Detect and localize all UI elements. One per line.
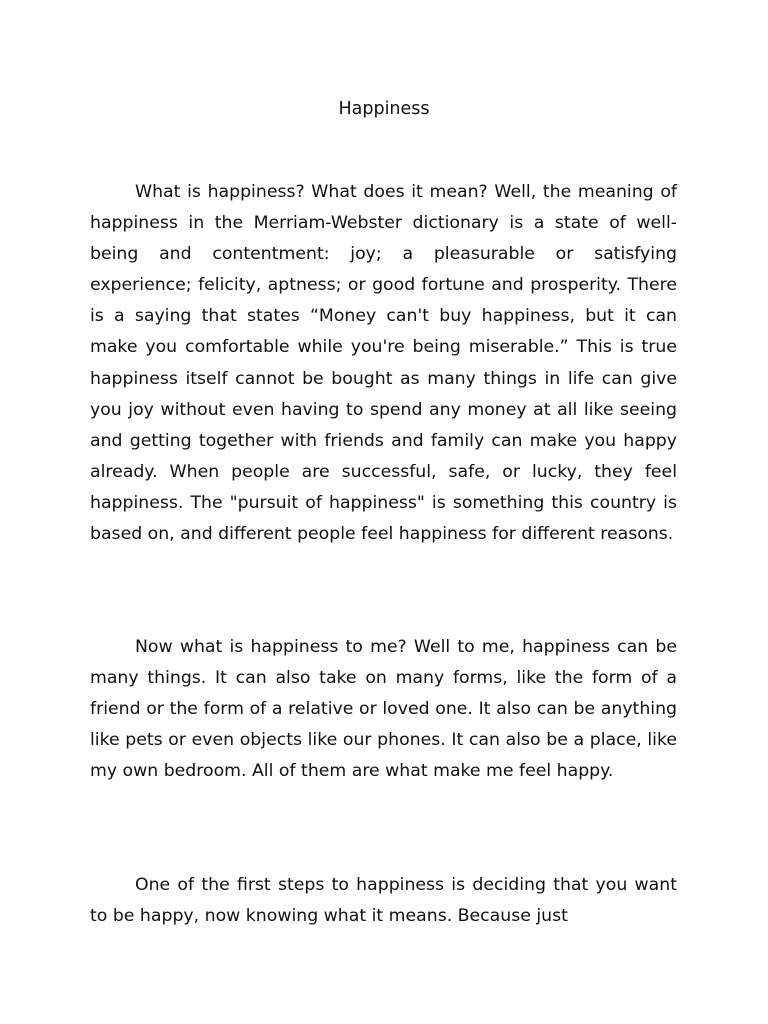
paragraph-first-steps: One of the first steps to happiness is deciding that you want to be happy, now knowing what it means. Because just	[90, 875, 677, 927]
paragraph-definition: What is happiness? What does it mean? Well, the meaning of happiness in the Merriam-Webster dictionary is a state of well-being and contentment: joy; a pleasurable or satisfying experience; felicity, aptness; or good fortune and prosperity. There is a saying that states “Money can't buy happiness, but it can make you comfortable while you're being miserable.” This is true happiness itself cannot be bought as many things in life can give you joy without even having to spend any money at all like seeing and getting together with friends and family can make you happy already. When people are successful, safe, or lucky, they feel happiness. The "pursuit of happiness" is something this country is based on, and different people feel happiness for different reasons.	[90, 182, 677, 545]
paragraph-personal-meaning: Now what is happiness to me? Well to me, happiness can be many things. It can also take on many forms, like the form of a friend or the form of a relative or loved one. It also can be anything like pets or even objects like our phones. It can also be a place, like my own bedroom. All of them are what make me feel happy.	[90, 637, 677, 782]
document-title: Happiness	[338, 99, 430, 119]
